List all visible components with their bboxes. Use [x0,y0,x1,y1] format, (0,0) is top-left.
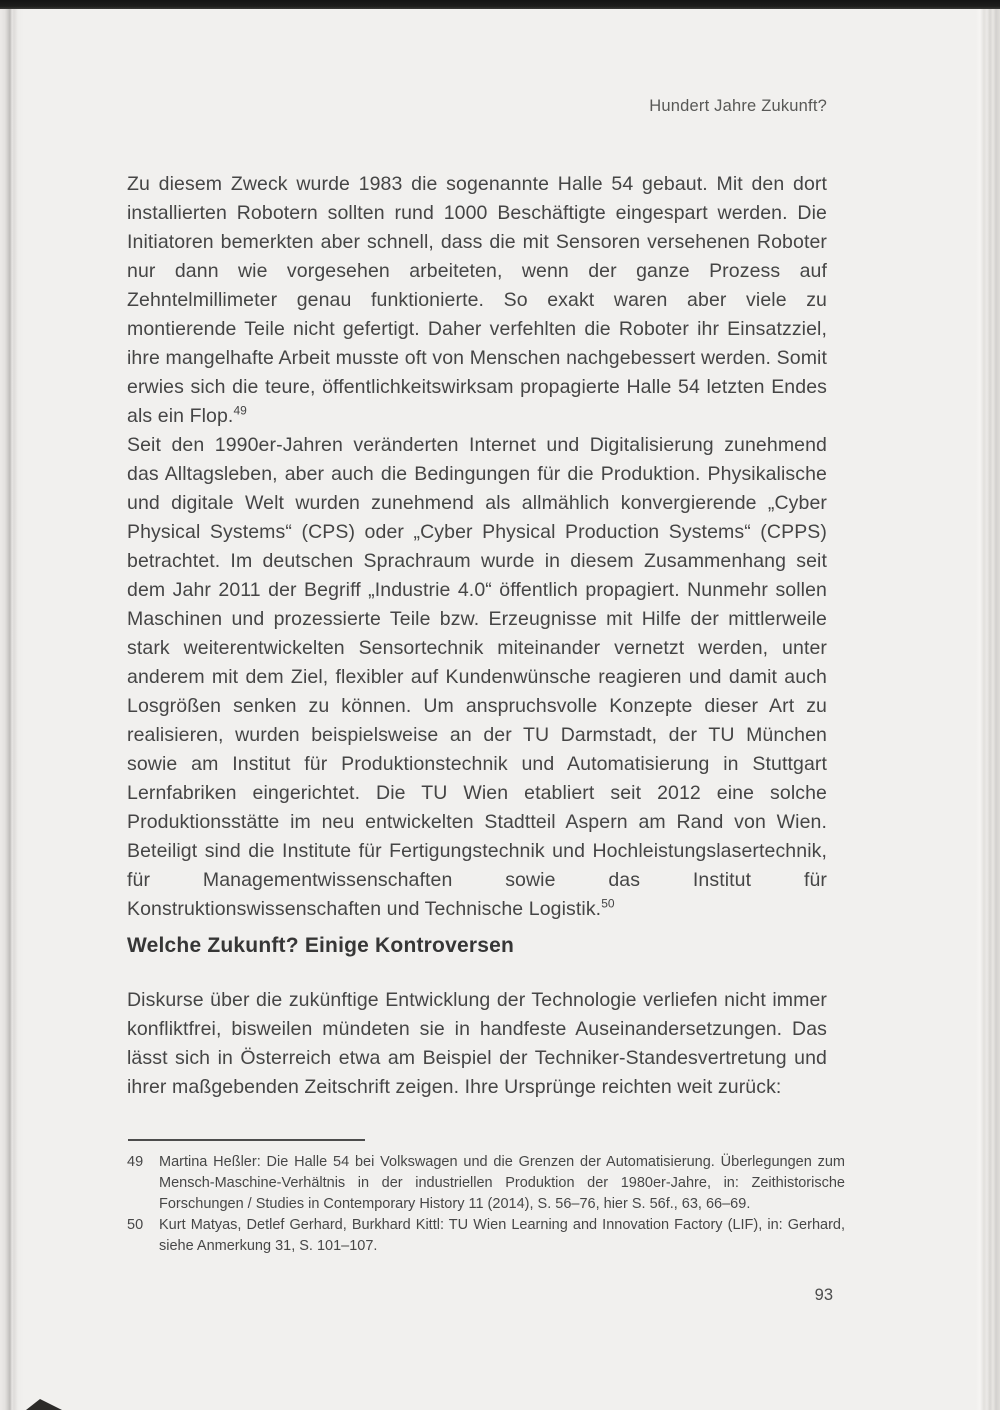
paragraph: Diskurse über die zukünftige Entwicklung der Technologie verliefen nicht immer konfliktfrei, bisweilen mündeten sie in handfeste Auseinandersetzungen. Das lässt sich in Österreich etwa am Beispiel der Techniker-Standesvertretung und ihrer maßgebenden Zeitschrift zeigen. Ihre Ursprünge reichten weit zurück: [127,989,827,1098]
running-head: Hundert Jahre Zukunft? [649,97,827,115]
footnotes [127,1152,845,1257]
footnote [127,1215,845,1257]
footnote-number: 49 [127,1154,144,1170]
page-number: 93 [814,1286,833,1304]
footnote-separator-rule [128,1139,365,1141]
paragraph: Seit den 1990er-Jahren veränderten Internet und Digitalisierung zunehmend das Alltagsleben, aber auch die Bedingungen für die Produktion. Physikalische und digitale Welt wurden zunehmend als allmählich konvergierende „Cyber Physical Systems“ (CPS) oder „Cyber Physical Production Systems“ (CPPS) betrachtet. Im deutschen Sprachraum wurde in diesem Zusammenhang seit dem Jahr 2011 der Begriff „Industrie 4.0“ öffentlich propagiert. Nunmehr sollen Maschinen und prozessierte Teile bzw. Erzeugnisse mit Hilfe der mittlerweile stark weiterentwickelten Sensortechnik miteinander vernetzt werden, unter anderem mit dem Ziel, flexibler auf Kundenwünsche reagieren und damit auch Losgrößen senken zu können. Um anspruchsvolle Konzepte dieser Art zu realisieren, wurden beispielsweise an der TU Darmstadt, der TU München sowie am Institut für Produktionstechnik und Automatisierung in Stuttgart Lernfabriken eingerichtet. Die TU Wien etabliert seit 2012 eine solche Produktionsstätte im neu entwickelten Stadtteil Aspern am Rand von Wien. Beteiligt sind die Institute für Fertigungstechnik und Hochleistungslasertechnik, für Managementwissenschaften sowie das Institut für Konstruktionswissenschaften und Technische Logistik.$^{50}$ [127,434,827,920]
footnote-number: 50 [127,1217,144,1233]
footnote-text: Kurt Matyas, Detlef Gerhard, Burkhard Kittl: TU Wien Learning and Innovation Factory (LIF), in: Gerhard, siehe Anmerkung 31, S. 101–107. [159,1217,845,1254]
page-content [127,0,845,1410]
footnote [127,1152,845,1215]
footnote-ref: 49 [233,403,247,418]
page-stack-edge [976,9,1000,1410]
paragraph: Zu diesem Zweck wurde 1983 die sogenannte Halle 54 gebaut. Mit den dort installierten Robotern sollten rund 1000 Beschäftigte eingespart werden. Die Initiatoren bemerkten aber schnell, dass die mit Sensoren versehenen Roboter nur dann wie vorgesehen arbeiteten, wenn der ganze Prozess auf Zehntelmillimeter genau funktionierte. So exakt waren aber viele zu montierende Teile nicht gefertigt. Daher verfehlten die Roboter ihr Einsatzziel, ihre mangelhafte Arbeit musste oft von Menschen nachgebessert werden. Somit erwies sich die teure, öffentlichkeitswirksam propagierte Halle 54 letzten Endes als ein Flop.$^{49}$ [127,173,827,427]
section-heading: Welche Zukunft? Einige Kontroversen [127,934,514,957]
body-text-after-heading [127,986,827,1102]
body-text [127,170,827,924]
footnote-text: Martina Heßler: Die Halle 54 bei Volkswagen und die Grenzen der Automatisierung. Überlegungen zum Mensch-Maschine-Verhältnis in der industriellen Produktion der 1980er-Jahre, in: Zeithistorische Forschungen / Studies in Contemporary History 11 (2014), S. 56–76, hier S. 56f., 63, 66–69. [159,1154,845,1212]
book-spine-shadow [0,9,24,1410]
corner-shadow [26,1399,62,1410]
footnote-ref: 50 [601,896,615,911]
